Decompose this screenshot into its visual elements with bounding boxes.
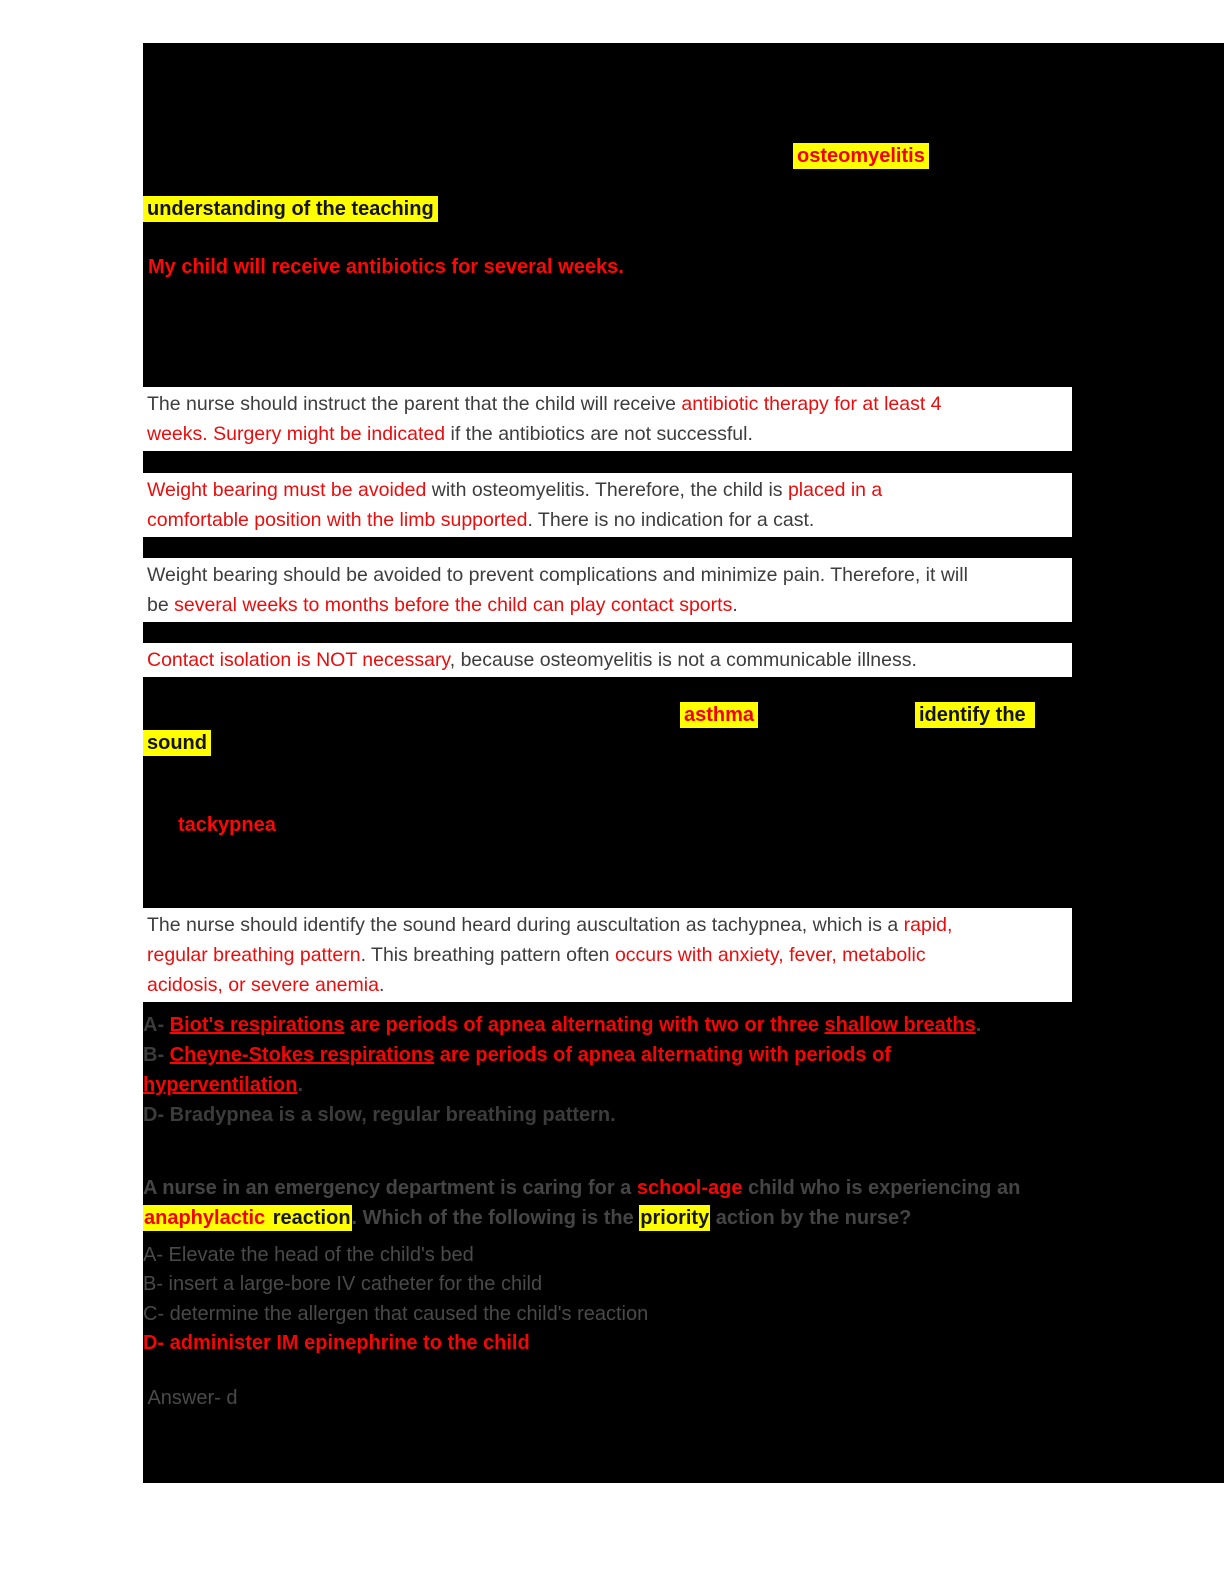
rationale-box-contact-sports xyxy=(143,558,1072,622)
text-segment: Biot's respirations xyxy=(169,1014,345,1036)
text-segment: action by the nurse? xyxy=(710,1207,912,1229)
text-segment: reaction xyxy=(267,1207,351,1229)
text-segment: . There is no indication for a cast. xyxy=(527,509,815,531)
text-segment: acidosis, or severe anemia xyxy=(147,974,379,996)
q2-option-a-rationale xyxy=(143,1010,1221,1040)
rationale-box-antibiotic-therapy xyxy=(143,387,1072,451)
rationale-box-weight-bearing-cast xyxy=(143,473,1072,537)
text-segment: occurs with anxiety, fever, metabolic xyxy=(614,944,926,966)
rationale-box-contact-isolation xyxy=(143,643,1072,677)
text-segment: anaphylactic xyxy=(144,1207,266,1229)
text-segment: regular breathing pattern xyxy=(147,944,361,966)
q3-option-d xyxy=(143,1328,1221,1358)
text-segment: be xyxy=(147,594,175,616)
text-segment: , because osteomyelitis is not a communicable illness. xyxy=(449,649,917,671)
text-segment: priority xyxy=(640,1207,710,1229)
text-segment: school-age xyxy=(636,1177,743,1199)
text-segment: if the antibiotics are not successful. xyxy=(450,423,753,445)
text-segment: several weeks to months before the child can play contact sports xyxy=(174,594,733,616)
highlight-osteomyelitis: osteomyelitis xyxy=(793,143,929,169)
q2-correct-answer-line: tackypnea xyxy=(178,814,276,836)
text-segment: . xyxy=(297,1074,304,1096)
text-segment: . xyxy=(975,1014,982,1036)
highlight-identify-the: identify the xyxy=(915,702,1035,728)
text-segment: shallow breaths xyxy=(824,1014,976,1036)
text-segment: . xyxy=(378,974,385,996)
text-segment: comfortable position with the limb supported xyxy=(147,509,528,531)
q3-option-a xyxy=(143,1240,1221,1270)
q3-option-c xyxy=(143,1299,1221,1329)
q3-answer-line: Answer- d xyxy=(143,1387,238,1409)
text-segment: D- Bradypnea is a slow, regular breathing pattern. xyxy=(143,1104,616,1126)
text-segment: C- determine the allergen that caused the child's reaction xyxy=(143,1303,649,1325)
document-black-area xyxy=(143,43,1224,1483)
q2-option-b-rationale xyxy=(143,1040,1221,1100)
text-segment: are periods of apnea alternating with two or three xyxy=(344,1014,825,1036)
text-segment: Weight bearing should be avoided to prevent complications and minimize pain. Therefore, it will xyxy=(147,564,968,586)
text-segment: hyperventilation xyxy=(143,1074,298,1096)
rationale-box-tachypnea xyxy=(143,908,1072,1002)
text-segment: . This breathing pattern often xyxy=(360,944,615,966)
text-segment: Weight bearing must be avoided xyxy=(147,479,432,501)
q2-option-d-rationale xyxy=(143,1100,1221,1130)
text-segment: . xyxy=(732,594,738,616)
text-segment: placed in a xyxy=(787,479,883,501)
text-segment: A- Elevate the head of the child's bed xyxy=(143,1244,474,1266)
text-segment: A- xyxy=(143,1014,170,1036)
text-segment: Contact isolation is NOT necessary xyxy=(147,649,450,671)
text-segment: child who is experiencing an xyxy=(742,1177,1021,1199)
q3-option-b xyxy=(143,1269,1221,1299)
highlight-sound: sound xyxy=(143,730,211,756)
text-segment: . Which of the following is the xyxy=(351,1207,640,1229)
text-segment: antibiotic therapy for at least 4 xyxy=(681,393,942,415)
text-segment: A nurse in an emergency department is caring for a xyxy=(143,1177,637,1199)
text-segment: D- administer IM epinephrine to the child xyxy=(143,1332,530,1354)
text-segment: Cheyne-Stokes respirations xyxy=(169,1044,435,1066)
highlight-asthma: asthma xyxy=(680,702,758,728)
text-segment: with osteomyelitis. Therefore, the child is xyxy=(431,479,788,501)
q3-question-stem xyxy=(143,1173,1221,1233)
q1-correct-answer-line: My child will receive antibiotics for several weeks. xyxy=(148,256,624,278)
text-segment: B- xyxy=(143,1044,170,1066)
text-segment: are periods of apnea alternating with periods of xyxy=(434,1044,891,1066)
text-segment: B- insert a large-bore IV catheter for the child xyxy=(143,1273,543,1295)
text-segment: weeks. Surgery might be indicated xyxy=(147,423,451,445)
text-segment: The nurse should instruct the parent that the child will receive xyxy=(147,393,682,415)
text-segment: rapid, xyxy=(903,914,953,936)
highlight-understanding-of-teaching: understanding of the teaching xyxy=(143,196,438,222)
text-segment: The nurse should identify the sound heard during auscultation as tachypnea, which is a xyxy=(147,914,904,936)
